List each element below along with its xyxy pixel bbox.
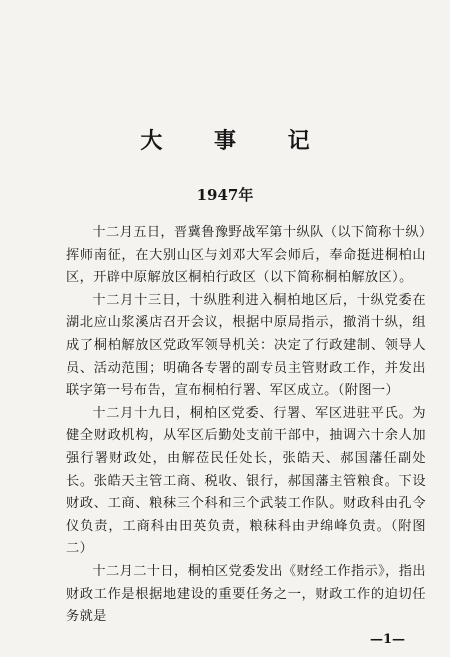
paragraph: 十二月十三日，十纵胜利进入桐柏地区后，十纵党委在湖北应山浆溪店召开会议，根据中原局指示，撤消十纵，组成了桐柏解放区党政军领导机关：决定了行政建制、领导人员、活动范围；明确各专署的副专员主管财政工作，并发出联字第一号布告，宣布桐柏行署、军区成立。（附图一） xyxy=(66,292,426,399)
paragraph: 十二月十九日，桐柏区党委、行署、军区进驻平氏。为健全财政机构，从军区后勤处支前干部中，抽调六十余人加强行署财政处，由解莅民任处长，张皓天、郝国藩任副处长。张皓天主管工商、税收、银行，郝国藩主管粮食。下设财政、工商、粮秣三个科和三个武装工作队。财政科由孔令仪负责，工商科由田英负责，粮秣科由尹绵峰负责。（附图二） xyxy=(66,405,426,557)
year-heading: 1947年 xyxy=(196,186,254,204)
paragraph: 十二月二十日，桐柏区党委发出《财经工作指示》，指出财政工作是根据地建设的重要任务之一，财政工作的迫切任务就是 xyxy=(66,563,426,625)
body-text xyxy=(66,222,426,629)
page-number: —1— xyxy=(370,632,406,647)
paragraph: 十二月五日，晋冀鲁豫野战军第十纵队（以下简称十纵）挥师南征，在大别山区与刘邓大军会师后，奉命挺进桐柏山区，开辟中原解放区桐柏行政区（以下简称桐柏解放区）。 xyxy=(66,225,426,286)
page-title: 大 事 记 xyxy=(140,128,332,154)
